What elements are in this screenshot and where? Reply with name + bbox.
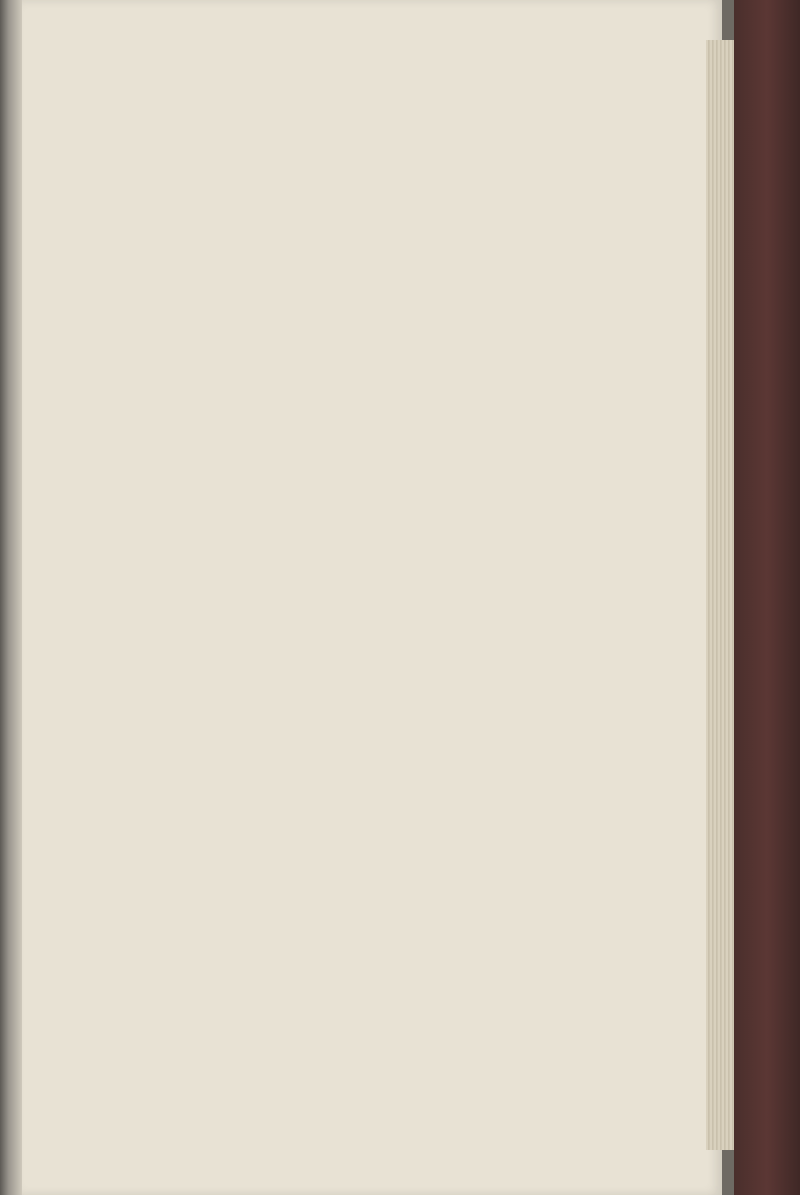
book-page <box>22 0 722 1195</box>
book-spine-left <box>0 0 22 1195</box>
book-cover-edge <box>734 0 800 1195</box>
